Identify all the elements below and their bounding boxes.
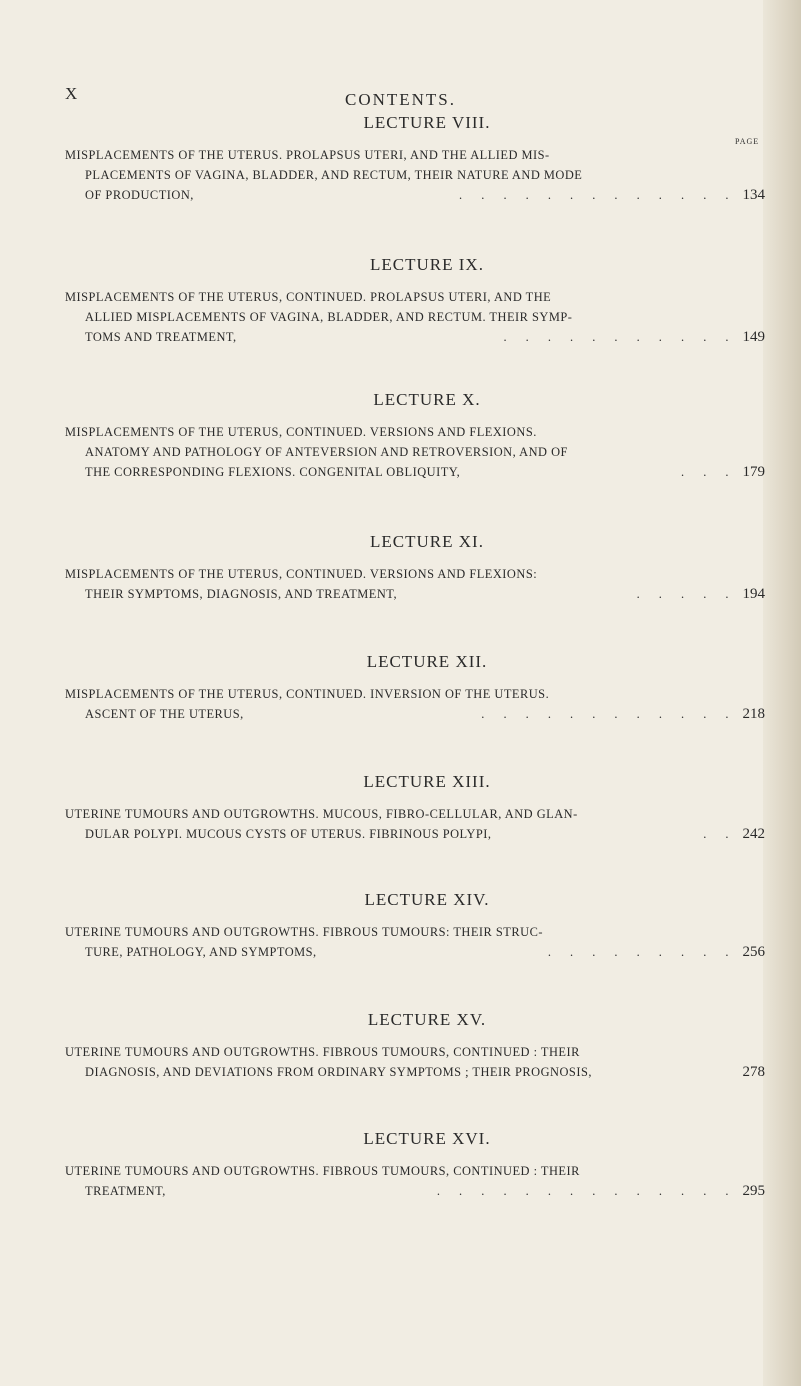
entry-text: MISPLACEMENTS OF THE UTERUS, CONTINUED. PROLAPSUS UTERI, AND THE: [65, 290, 552, 304]
page-reference[interactable]: 149: [742, 329, 765, 345]
entry-text: TOMS AND TREATMENT,: [85, 330, 237, 344]
entry-last-line: [65, 1062, 765, 1082]
page-reference[interactable]: 278: [742, 1064, 765, 1080]
entry-text: DIAGNOSIS, AND DEVIATIONS FROM ORDINARY SYMPTOMS ; THEIR PROGNOSIS,: [85, 1065, 592, 1079]
entry-last-line: [65, 824, 765, 844]
entry-text: MISPLACEMENTS OF THE UTERUS, CONTINUED. VERSIONS AND FLEXIONS:: [65, 567, 538, 581]
entry-text: UTERINE TUMOURS AND OUTGROWTHS. FIBROUS TUMOURS, CONTINUED : THEIR: [65, 1164, 580, 1178]
page-column-label: PAGE: [735, 137, 760, 146]
entry-last-line: [65, 185, 765, 205]
dot-leader: . . . . . . . . . . .: [503, 330, 737, 344]
entry-last-line: [65, 584, 765, 604]
lecture-entry: [65, 772, 765, 844]
entry-last-line: [65, 942, 765, 962]
lecture-entry: [65, 1129, 765, 1201]
page-reference[interactable]: 134: [742, 187, 765, 203]
lecture-heading: LECTURE XIV.: [364, 890, 490, 909]
page-reference[interactable]: 242: [742, 826, 765, 842]
page-reference[interactable]: 179: [742, 464, 765, 480]
lecture-heading: LECTURE XI.: [370, 532, 484, 551]
running-title: CONTENTS.: [344, 90, 457, 109]
dot-leader: . . . . . . . . . . . . .: [459, 188, 737, 202]
lecture-heading: LECTURE XV.: [367, 1010, 487, 1029]
page-reference[interactable]: 295: [742, 1183, 765, 1199]
lecture-heading: LECTURE XII.: [366, 652, 488, 671]
lecture-heading: LECTURE XIII.: [363, 772, 491, 791]
entry-last-line: [65, 704, 765, 724]
lecture-entry: [65, 255, 765, 347]
entry-last-line: [65, 462, 765, 482]
dot-leader: . . . . . . . . . . . .: [481, 707, 737, 721]
entry-text: TURE, PATHOLOGY, AND SYMPTOMS,: [85, 945, 317, 959]
dot-leader: . .: [703, 827, 737, 841]
lecture-entry: [65, 532, 765, 604]
entry-text: ANATOMY AND PATHOLOGY OF ANTEVERSION AND RETROVERSION, AND OF: [85, 445, 568, 459]
page-number: X: [65, 84, 79, 103]
lecture-entry: [65, 113, 765, 205]
lecture-entry: [65, 652, 765, 724]
page-header: [0, 84, 801, 114]
entry-text: DULAR POLYPI. MUCOUS CYSTS OF UTERUS. FIBRINOUS POLYPI,: [85, 827, 492, 841]
lecture-entry: [65, 890, 765, 962]
dot-leader: . . . . .: [636, 587, 737, 601]
entry-text: TREATMENT,: [85, 1184, 166, 1198]
dot-leader: . . . . . . . . . . . . . .: [436, 1184, 737, 1198]
entry-last-line: [65, 327, 765, 347]
lecture-heading: LECTURE VIII.: [363, 113, 491, 132]
entry-text: ASCENT OF THE UTERUS,: [85, 707, 244, 721]
page-reference[interactable]: 256: [742, 944, 765, 960]
dot-leader: . . .: [681, 465, 737, 479]
lecture-heading: LECTURE XVI.: [363, 1129, 491, 1148]
lecture-entry: [65, 390, 765, 482]
dot-leader: . . . . . . . . .: [547, 945, 737, 959]
entry-text: THE CORRESPONDING FLEXIONS. CONGENITAL OBLIQUITY,: [85, 465, 461, 479]
entry-text: UTERINE TUMOURS AND OUTGROWTHS. FIBROUS TUMOURS, CONTINUED : THEIR: [65, 1045, 580, 1059]
entry-text: ALLIED MISPLACEMENTS OF VAGINA, BLADDER, AND RECTUM. THEIR SYMP-: [85, 310, 573, 324]
page-reference[interactable]: 194: [742, 586, 765, 602]
entry-text: PLACEMENTS OF VAGINA, BLADDER, AND RECTUM, THEIR NATURE AND MODE: [85, 168, 583, 182]
entry-text: UTERINE TUMOURS AND OUTGROWTHS. MUCOUS, FIBRO-CELLULAR, AND GLAN-: [65, 807, 578, 821]
lecture-entry: [65, 1010, 765, 1082]
page-edge: [763, 0, 801, 1386]
lecture-heading: LECTURE X.: [373, 390, 481, 409]
entry-text: THEIR SYMPTOMS, DIAGNOSIS, AND TREATMENT,: [85, 587, 398, 601]
entry-text: UTERINE TUMOURS AND OUTGROWTHS. FIBROUS TUMOURS: THEIR STRUC-: [65, 925, 543, 939]
entry-last-line: [65, 1181, 765, 1201]
entry-text: MISPLACEMENTS OF THE UTERUS, CONTINUED. VERSIONS AND FLEXIONS.: [65, 425, 537, 439]
entry-text: MISPLACEMENTS OF THE UTERUS. PROLAPSUS UTERI, AND THE ALLIED MIS-: [65, 148, 550, 162]
lecture-heading: LECTURE IX.: [370, 255, 484, 274]
entry-text: MISPLACEMENTS OF THE UTERUS, CONTINUED. INVERSION OF THE UTERUS.: [65, 687, 550, 701]
page-reference[interactable]: 218: [742, 706, 765, 722]
entry-text: OF PRODUCTION,: [85, 188, 194, 202]
